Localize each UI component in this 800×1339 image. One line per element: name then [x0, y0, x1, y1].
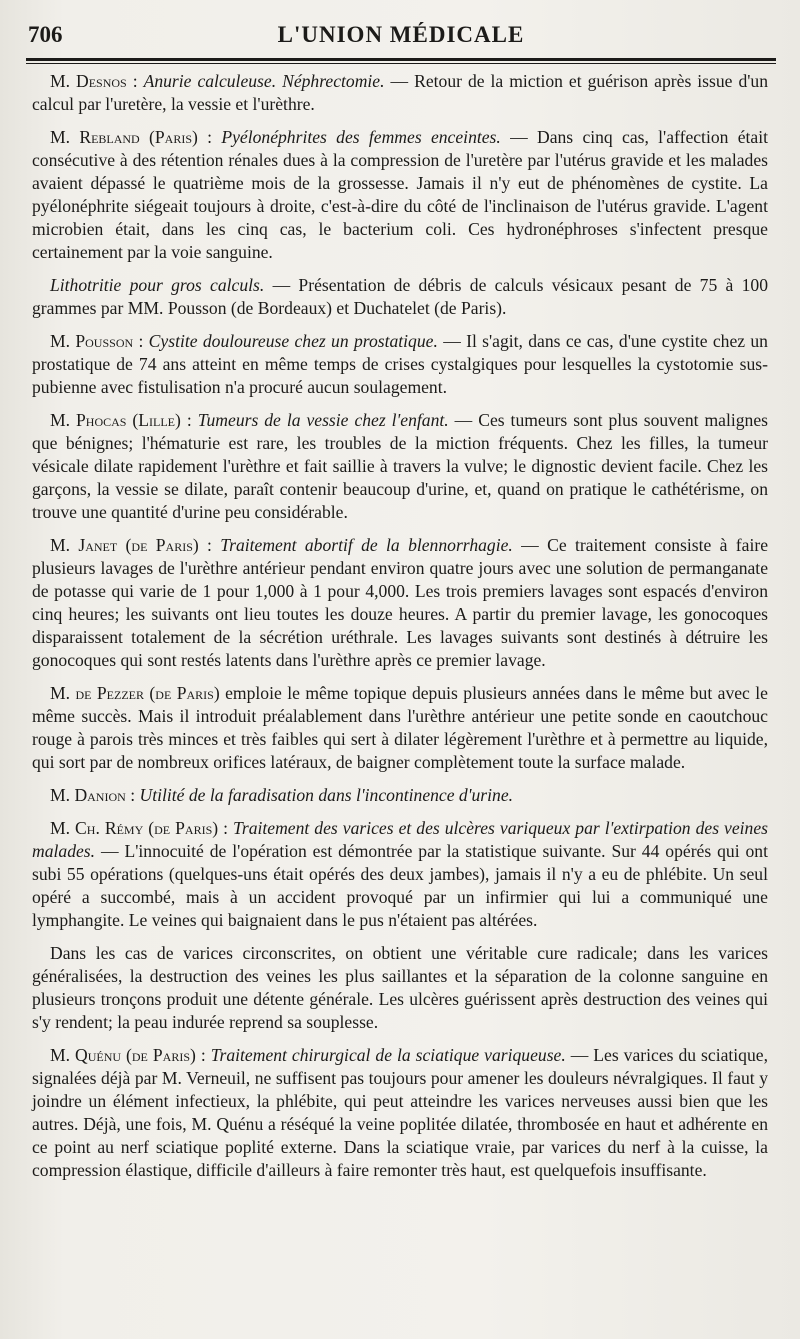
paragraph-text: — Dans cinq cas, l'affection était consécutive à des rétention rénales dues à la compression de l'uretère par l'utérus gravide et les malades avaient dépassé le quatrième mois de la grossesse. Jamais il n'y eut de phénomènes de cystite. La pyélonéphrite siégeait toujours à droite, c'est-à-dire du côté de l'inclinaison de l'utérus gravide. L'agent microbien était, dans les cinq cas, le bacterium coli. Ces hydronéphroses s'infectent presque certainement par la voie sanguine. [32, 127, 768, 262]
title-italic: Utilité de la faradisation dans l'incontinence d'urine. [139, 785, 514, 805]
paragraph-janet [32, 534, 768, 672]
author: M. Quénu (de Paris) : [50, 1045, 206, 1065]
running-title: L'UNION MÉDICALE [277, 22, 525, 47]
page-header [26, 22, 776, 58]
title-italic: Traitement abortif de la blennorrhagie. [220, 535, 513, 555]
paragraph-varices [32, 942, 768, 1034]
author: M. Phocas (Lille) : [50, 410, 192, 430]
paragraph-text: Dans les cas de varices circonscrites, on obtient une véritable cure radicale; dans les varices généralisées, la destruction des veines les plus saillantes et la séparation de la colonne sanguine en plusieurs tronçons produit une détente générale. Les ulcères guérissent après destruction des veines qui s'y rendent; la peau indurée reprend sa souplesse. [32, 943, 768, 1032]
author: M. Desnos : [50, 71, 138, 91]
paragraph-pousson [32, 330, 768, 399]
paragraph-text: — Il s'agit, dans ce cas, d'une cystite chez un prostatique de 74 ans atteint en même temps de crises cystalgiques pour lesquelles la cystotomie sus-pubienne avec fistulisation n'a procuré aucun soulagement. [32, 331, 768, 397]
header-rule [26, 58, 776, 61]
header-rule-thin [26, 63, 776, 64]
article-body [32, 70, 768, 1192]
paragraph-phocas [32, 409, 768, 524]
author: M. Ch. Rémy (de Paris) : [50, 818, 229, 838]
title-italic: Cystite douloureuse chez un prostatique. [148, 331, 438, 351]
paragraph-rebland [32, 126, 768, 264]
paragraph-text: — Les varices du sciatique, signalées déjà par M. Verneuil, ne suffisent pas toujours pour amener les douleurs névralgiques. Il faut y joindre un élément infectieux, la phlébite, qui peut atteindre les varices nerveuses aussi bien que les autres. Déjà, une fois, M. Quénu a réséqué la veine poplitée dilatée, thrombosée en haut et adhérente en ce point au nerf sciatique poplité externe. Dans la sciatique vraie, par varices du nerf à la cuisse, la compression élastique, difficile d'ailleurs à faire remonter très haut, est quelquefois insuffisante. [32, 1045, 768, 1180]
page-number: 706 [28, 22, 63, 47]
title-italic: Lithotritie pour gros calculs. [50, 275, 265, 295]
author: M. Pousson : [50, 331, 144, 351]
title-italic: Traitement des varices et des ulcères variqueux par l'extirpation des veines malades. [32, 818, 769, 861]
paragraph-text: — Présentation de débris de calculs vésicaux pesant de 75 à 100 grammes par MM. Pousson (de Bordeaux) et Duchatelet (de Paris). [32, 275, 769, 318]
title-italic: Anurie calculeuse. Néphrectomie. [143, 71, 385, 91]
paragraph-text: — L'innocuité de l'opération est démontrée par la statistique suivante. Sur 44 opérés qui ont subi 55 opérations (quelques-uns était opérés des deux jambes), jamais il n'y a eu de phlébite. Un seul opéré a succombé, mais à un accident provoqué par un infirmier qui lui a communiqué une lymphangite. Le veines qui baignaient dans le pus n'étaient pas altérées. [32, 841, 768, 930]
title-italic: Pyélonéphrites des femmes enceintes. [221, 127, 501, 147]
paragraph-quenu [32, 1044, 768, 1182]
author: M. de Pezzer (de Paris) [50, 683, 220, 703]
paragraph-desnos [32, 70, 768, 116]
author: M. Danion : [50, 785, 136, 805]
paragraph-text: — Ce traitement consiste à faire plusieurs lavages de l'urèthre antérieur pendant environ quatre jours avec une solution de permanganate de potasse qui varie de 1 pour 1,000 à 1 pour 4,000. Les trois premiers lavages sont espacés d'environ cinq heures; les suivants ont lieu toutes les douze heures. A partir du premier lavage, les gonocoques disparaissent totalement de la sécrétion uréthrale. Les lavages suivants sont destinés à détruire les gonocoques qui sont restés latents dans l'urèthre après ce premier lavage. [32, 535, 769, 670]
author: M. Rebland (Paris) : [50, 127, 213, 147]
paragraph-text: — Retour de la miction et guérison après issue d'un calcul par l'uretère, la vessie et l'urèthre. [32, 71, 769, 114]
paragraph-text: — Ces tumeurs sont plus souvent malignes que bénignes; l'hématurie est rare, les troubles de la miction fréquents. Chez les filles, la tumeur vésicale dilate rapidement l'urèthre et fait saillie à travers la vulve; le dignostic devient facile. Chez les garçons, la vessie se dilate, paraît contenir beaucoup d'urine, et, quand on pratique le cathétérisme, on trouve une quantité d'urine peu considérable. [32, 410, 768, 522]
title-italic: Tumeurs de la vessie chez l'enfant. [197, 410, 449, 430]
author: M. Janet (de Paris) : [50, 535, 212, 555]
paragraph-lithotritie [32, 274, 768, 320]
paragraph-de-pezzer [32, 682, 768, 774]
paragraph-danion [32, 784, 768, 807]
title-italic: Traitement chirurgical de la sciatique variqueuse. [210, 1045, 566, 1065]
paragraph-remy [32, 817, 768, 932]
paragraph-text: emploie le même topique depuis plusieurs années dans le même but avec le même succès. Mais il introduit préalablement dans l'urèthre antérieur une petite sonde en caoutchouc rouge à parois très minces et très faibles qui sert à dilater légèrement l'urèthre et à permettre au liquide, qui sort par de nombreux orifices latéraux, de baigner complètement toute la surface malade. [32, 683, 768, 772]
